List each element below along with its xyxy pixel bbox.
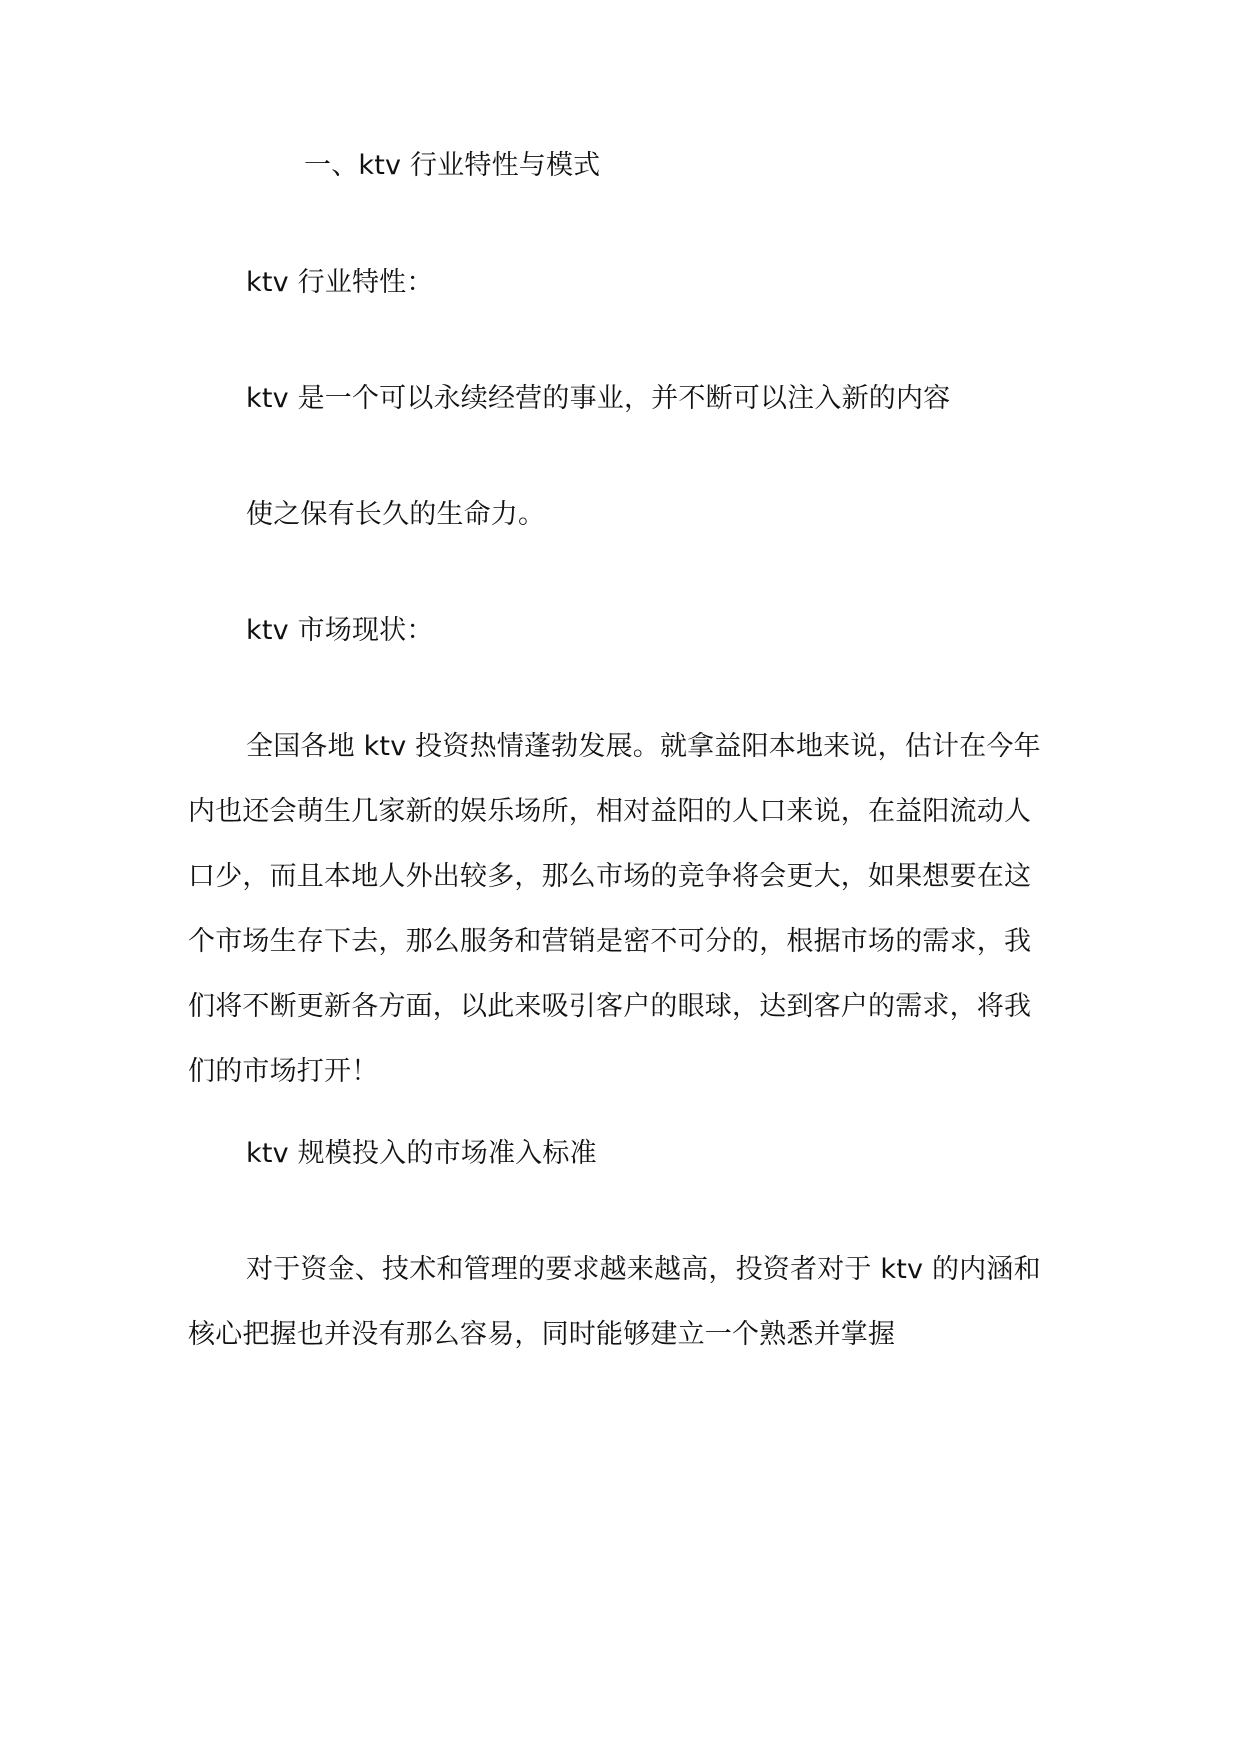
paragraph-requirements: 对于资金、技术和管理的要求越来越高，投资者对于 ktv 的内涵和核心把握也并没有那么容易，同时能够建立一个熟悉并掌握 (188, 1254, 1041, 1350)
paragraph-sustainable-business: ktv 是一个可以永续经营的事业，并不断可以注入新的内容 (246, 383, 951, 414)
subheading-industry-traits: ktv 行业特性： (246, 267, 434, 298)
paragraph-vitality: 使之保有长久的生命力。 (246, 499, 546, 530)
subheading-market-status: ktv 市场现状： (246, 615, 434, 646)
subheading-entry-standard: ktv 规模投入的市场准入标准 (246, 1138, 597, 1169)
paragraph-market-description: 全国各地 ktv 投资热情蓬勃发展。就拿益阳本地来说，估计在今年内也还会萌生几家新的娱乐场所，相对益阳的人口来说，在益阳流动人口少，而且本地人外出较多，那么市场的竞争将会更大，如果想要在这个市场生存下去，那么服务和营销是密不可分的，根据市场的需求，我们将不断更新各方面，以此来吸引客户的眼球，达到客户的需求，将我们的市场打开！ (188, 731, 1041, 1087)
section-heading: 一、ktv 行业特性与模式 (304, 150, 601, 181)
